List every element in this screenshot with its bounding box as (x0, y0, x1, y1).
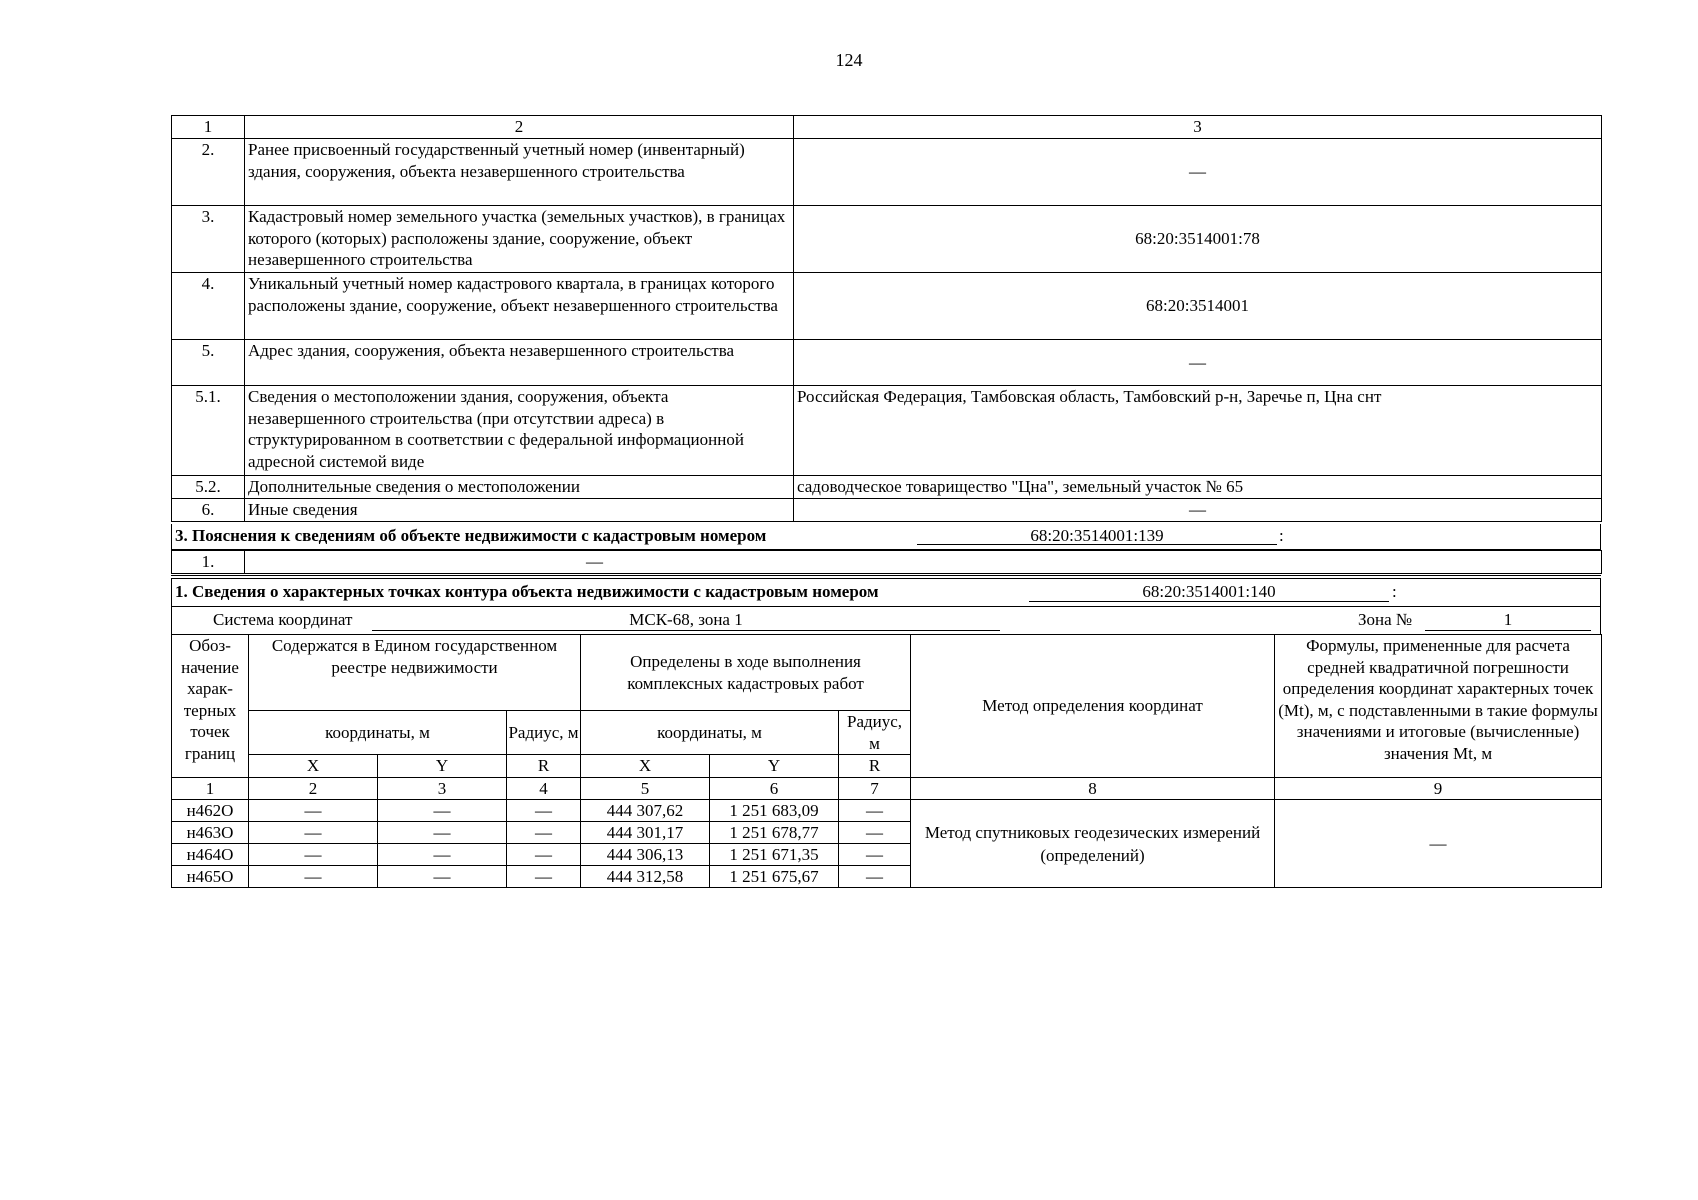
header-kkr-coords: координаты, м (581, 711, 839, 755)
section3-cadastral-number: 68:20:3514001:139 (917, 524, 1277, 545)
header-method: Метод определения координат (911, 635, 1275, 778)
row-number: 3. (172, 206, 245, 273)
egrn-r: — (507, 822, 581, 844)
header-kkr: Определены в ходе выполнения комплексных кадастровых работ (581, 635, 911, 711)
column-numbers-row (172, 777, 1602, 800)
row-value: — (245, 551, 1602, 574)
table-row (172, 476, 1602, 499)
header-egrn-radius: Радиус, м (507, 711, 581, 755)
row-value: 68:20:3514001:78 (794, 206, 1602, 273)
table-row (172, 139, 1602, 206)
row-value: садоводческое товарищество "Цна", земельный участок № 65 (794, 476, 1602, 499)
row-label: Кадастровый номер земельного участка (земельных участков), в границах которого (которых) расположены здание, сооружение, объект незавершенного строительства (245, 206, 794, 273)
section1-heading (171, 579, 1601, 607)
egrn-y: — (378, 866, 507, 888)
row-number: 5. (172, 340, 245, 386)
point-y: 1 251 675,67 (710, 866, 839, 888)
header-y: Y (378, 755, 507, 778)
row-label: Дополнительные сведения о местоположении (245, 476, 794, 499)
point-y: 1 251 671,35 (710, 844, 839, 866)
column-number: 3 (378, 777, 507, 800)
point-id: н463О (172, 822, 249, 844)
header-r: R (507, 755, 581, 778)
method-value: Метод спутниковых геодезических измерений (определений) (911, 800, 1275, 888)
table-header-row (172, 116, 1602, 139)
table-row (172, 551, 1602, 574)
section3-heading (171, 524, 1601, 550)
column-number: 1 (172, 777, 249, 800)
header-egrn-coords: координаты, м (249, 711, 507, 755)
coordinate-system-row (171, 607, 1601, 634)
row-number: 5.2. (172, 476, 245, 499)
point-x: 444 301,17 (581, 822, 710, 844)
header-cell: 3 (794, 116, 1602, 139)
egrn-y: — (378, 800, 507, 822)
column-number: 5 (581, 777, 710, 800)
column-number: 7 (839, 777, 911, 800)
section1-cadastral-number: 68:20:3514001:140 (1029, 579, 1389, 602)
column-number: 8 (911, 777, 1275, 800)
point-id: н462О (172, 800, 249, 822)
egrn-r: — (507, 866, 581, 888)
row-number: 4. (172, 273, 245, 340)
point-x: 444 312,58 (581, 866, 710, 888)
section3-table (171, 550, 1602, 574)
row-label: Ранее присвоенный государственный учетный номер (инвентарный) здания, сооружения, объекта незавершенного строительства (245, 139, 794, 206)
table-row (172, 206, 1602, 273)
row-value: Российская Федерация, Тамбовская область, Тамбовский р-н, Заречье п, Цна снт (794, 386, 1602, 476)
row-label: Уникальный учетный номер кадастрового квартала, в границах которого расположены здание, сооружение, объект незавершенного строительства (245, 273, 794, 340)
coord-system-label: Система координат (213, 610, 353, 629)
point-r: — (839, 866, 911, 888)
egrn-r: — (507, 844, 581, 866)
row-label: Адрес здания, сооружения, объекта незавершенного строительства (245, 340, 794, 386)
egrn-x: — (249, 800, 378, 822)
table-row (172, 800, 1602, 822)
header-formulas: Формулы, примененные для расчета средней квадратичной погрешности определения координат характерных точек (Mt), м, с подставленными в такие формулы значениями и итоговые (вычисленные) значения Mt, м (1275, 635, 1602, 778)
header-r: R (839, 755, 911, 778)
point-id: н465О (172, 866, 249, 888)
section1-colon: : (1392, 582, 1397, 601)
section3-colon: : (1279, 526, 1284, 545)
row-number: 1. (172, 551, 245, 574)
row-label: Сведения о местоположении здания, сооружения, объекта незавершенного строительства (при отсутствии адреса) в структурированном в соответствии с федеральной информационной адресной системой виде (245, 386, 794, 476)
row-value: — (794, 340, 1602, 386)
row-value: — (794, 139, 1602, 206)
zone-label: Зона № (1358, 610, 1413, 629)
formulas-value: — (1275, 800, 1602, 888)
header-designation: Обоз-начение харак-терных точек границ (172, 635, 249, 778)
point-x: 444 307,62 (581, 800, 710, 822)
table-row (172, 273, 1602, 340)
table-row (172, 499, 1602, 522)
header-cell: 1 (172, 116, 245, 139)
point-r: — (839, 844, 911, 866)
column-number: 2 (249, 777, 378, 800)
object-info-table (171, 115, 1602, 522)
column-number: 4 (507, 777, 581, 800)
point-y: 1 251 678,77 (710, 822, 839, 844)
header-egrn: Содержатся в Едином государственном реестре недвижимости (249, 635, 581, 711)
points-table (171, 634, 1602, 888)
egrn-x: — (249, 844, 378, 866)
coord-system-value: МСК-68, зона 1 (372, 607, 1000, 631)
header-y: Y (710, 755, 839, 778)
table-row (172, 386, 1602, 476)
section3-title: 3. Пояснения к сведениям об объекте недвижимости с кадастровым номером (175, 526, 767, 545)
row-number: 2. (172, 139, 245, 206)
point-r: — (839, 822, 911, 844)
zone-value: 1 (1425, 607, 1591, 631)
row-label: Иные сведения (245, 499, 794, 522)
points-header-row (172, 635, 1602, 711)
point-r: — (839, 800, 911, 822)
egrn-y: — (378, 844, 507, 866)
row-value: — (794, 499, 1602, 522)
egrn-x: — (249, 866, 378, 888)
point-id: н464О (172, 844, 249, 866)
point-y: 1 251 683,09 (710, 800, 839, 822)
row-value: 68:20:3514001 (794, 273, 1602, 340)
egrn-x: — (249, 822, 378, 844)
column-number: 9 (1275, 777, 1602, 800)
header-kkr-radius: Радиус, м (839, 711, 911, 755)
page-number: 124 (835, 50, 863, 70)
header-x: X (249, 755, 378, 778)
row-number: 5.1. (172, 386, 245, 476)
header-x: X (581, 755, 710, 778)
column-number: 6 (710, 777, 839, 800)
row-number: 6. (172, 499, 245, 522)
egrn-y: — (378, 822, 507, 844)
point-x: 444 306,13 (581, 844, 710, 866)
table-row (172, 340, 1602, 386)
egrn-r: — (507, 800, 581, 822)
section1-title: 1. Сведения о характерных точках контура объекта недвижимости с кадастровым номером (175, 582, 879, 601)
header-cell: 2 (245, 116, 794, 139)
